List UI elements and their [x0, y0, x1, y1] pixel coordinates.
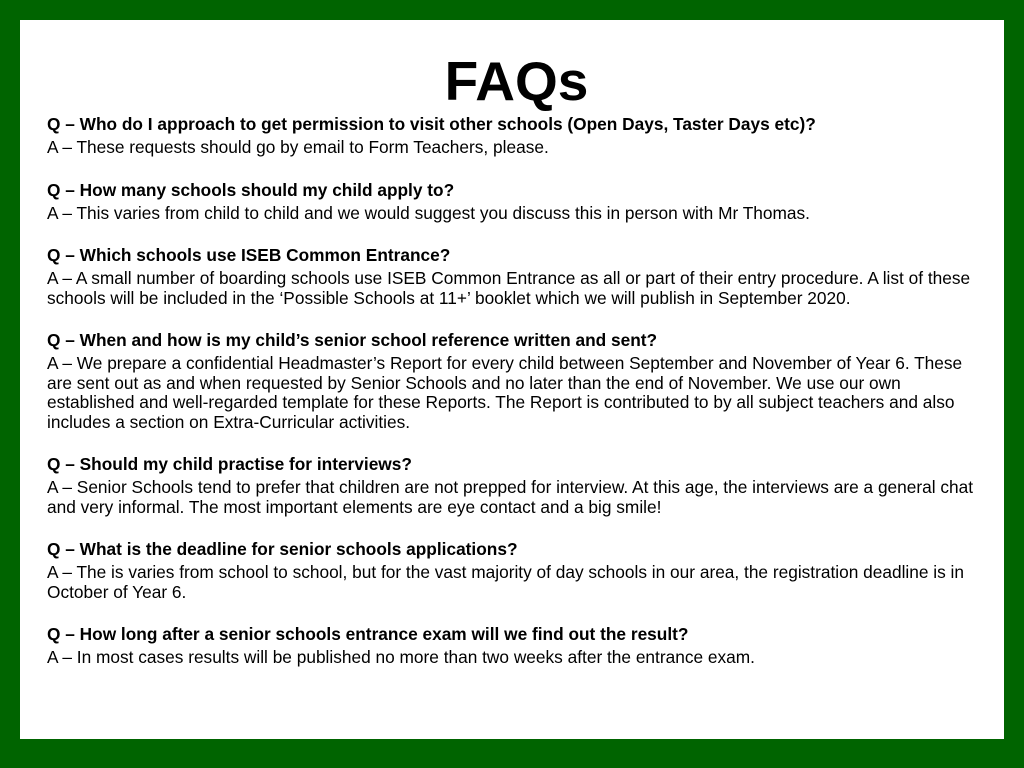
faq-answer: A – In most cases results will be published no more than two weeks after the entrance exam.: [47, 647, 755, 667]
faq-question: Q – Who do I approach to get permission to visit other schools (Open Days, Taster Days etc)?: [47, 114, 816, 134]
faq-item: [47, 330, 986, 432]
faq-item: [47, 180, 986, 224]
faq-answer: A – This varies from child to child and we would suggest you discuss this in person with Mr Thomas.: [47, 202, 810, 223]
faq-question: Q – Should my child practise for interviews?: [47, 454, 412, 474]
faq-answer: A – We prepare a confidential Headmaster’s Report for every child between September and November of Year 6. These are sent out as and when requested by Senior Schools and no later than the end of November. We use our own established and well-regarded template for these Reports. The Report is contributed to by all subject teachers and also includes a section on Extra-Curricular activities.: [47, 353, 963, 432]
faq-item: [47, 539, 986, 602]
faq-answer: A – Senior Schools tend to prefer that children are not prepped for interview. At this age, the interviews are a general chat and very informal. The most important elements are eye contact and a big smile!: [47, 477, 974, 517]
slide-content: [20, 20, 1004, 739]
page-title: FAQs: [444, 50, 589, 112]
faq-answer: A – A small number of boarding schools use ISEB Common Entrance as all or part of their entry procedure. A list of these schools will be included in the ‘Possible Schools at 11+’ booklet which we will publish in September 2020.: [47, 268, 971, 308]
faq-item: [47, 114, 986, 158]
faq-question: Q – What is the deadline for senior schools applications?: [47, 539, 518, 559]
faq-question: Q – Which schools use ISEB Common Entrance?: [47, 245, 451, 265]
faq-question: Q – When and how is my child’s senior school reference written and sent?: [47, 330, 658, 350]
faq-question: Q – How many schools should my child apply to?: [47, 179, 455, 200]
faq-answer: A – The is varies from school to school, but for the vast majority of day schools in our area, the registration deadline is in October of Year 6.: [47, 562, 965, 602]
faq-item: [47, 624, 986, 668]
faq-question: Q – How long after a senior schools entrance exam will we find out the result?: [47, 624, 689, 644]
faq-answer: A – These requests should go by email to Form Teachers, please.: [47, 137, 549, 157]
faq-list: [47, 114, 986, 668]
faq-item: [47, 245, 986, 308]
faq-item: [47, 454, 986, 517]
